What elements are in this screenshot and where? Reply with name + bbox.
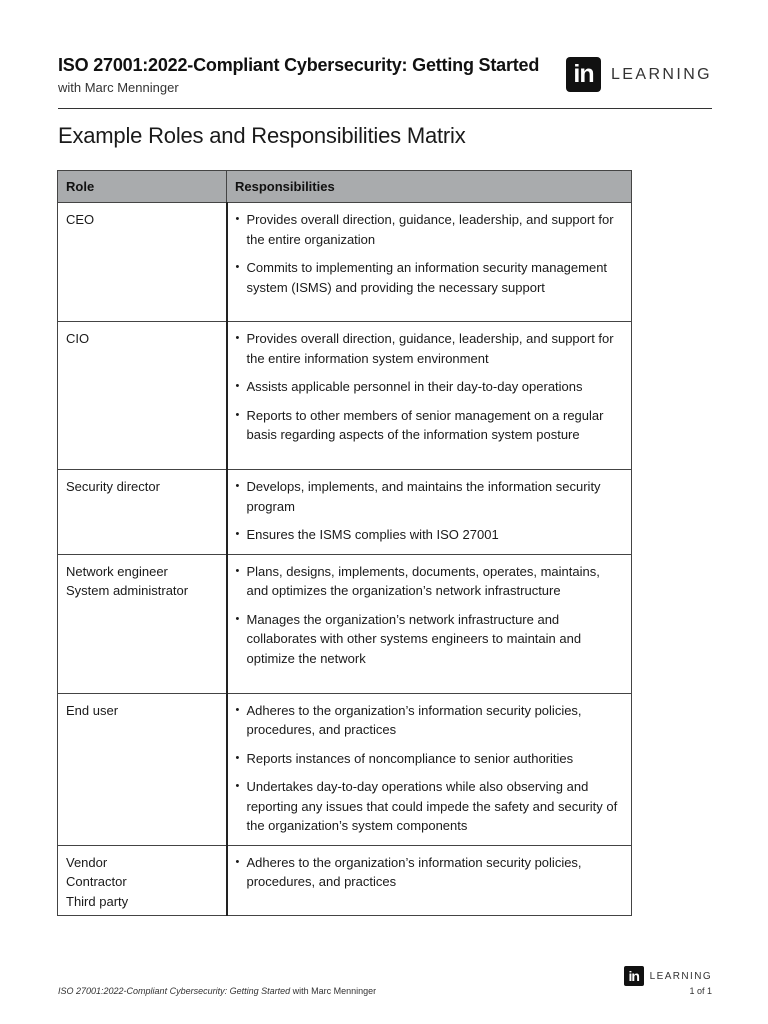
responsibilities-cell [227,470,632,555]
responsibilities-cell [227,203,632,322]
table-row [58,845,632,915]
linkedin-icon: in [566,57,601,92]
role-name: Third party [66,893,129,909]
responsibilities-cell [227,322,632,470]
table-header-row [58,171,632,203]
role-name: System administrator [66,583,189,598]
responsibility-item: • Assists applicable personnel in their day-to-day operations [236,377,624,397]
roles-responsibilities-table [57,170,632,916]
table-row [58,470,632,555]
responsibility-item: • Commits to implementing an information security management system (ISMS) and providing the necessary support [236,258,624,297]
role-name: End user [66,702,119,718]
footer-course-title: ISO 27001:2022-Compliant Cybersecurity: Getting Started [58,986,291,996]
role-cell [58,470,227,555]
role-name: CEO [66,212,95,227]
document-header [58,55,712,109]
table-row [58,322,632,470]
role-cell [58,693,227,845]
footer-logo-text: LEARNING [649,970,712,982]
responsibility-item: • Reports to other members of senior management on a regular basis regarding aspects of the information system posture [236,406,624,445]
responsibilities-cell [227,693,632,845]
role-cell [58,845,227,915]
column-header-responsibilities: Responsibilities [227,171,632,203]
logo-text: LEARNING [611,65,712,83]
responsibility-item: • Undertakes day-to-day operations while also observing and reporting any issues that could impede the safety and security of the organization’s system components [236,777,624,836]
responsibility-item: • Adheres to the organization’s information security policies, procedures, and practices [236,853,624,892]
responsibility-item: • Provides overall direction, guidance, leadership, and support for the entire organization [236,210,624,249]
page-number: 1 of 1 [689,986,712,996]
role-name: Vendor [66,854,108,870]
responsibility-item: • Adheres to the organization’s information security policies, procedures, and practices [236,701,624,740]
table-row [58,203,632,322]
page-title: Example Roles and Responsibilities Matrix [58,123,466,148]
role-name: Contractor [66,874,127,889]
responsibility-item: • Ensures the ISMS complies with ISO 27001 [236,525,624,545]
role-name: Network engineer [66,563,168,579]
responsibility-item: • Provides overall direction, guidance, leadership, and support for the entire information system environment [236,329,624,368]
table-row [58,554,632,693]
course-author: with Marc Menninger [58,80,179,95]
footer-course-author: with Marc Menninger [290,986,377,996]
responsibilities-cell [227,554,632,693]
role-name: Security director [66,479,160,494]
linkedin-learning-logo [566,57,712,92]
role-name: CIO [66,331,90,346]
responsibility-item: • Develops, implements, and maintains the information security program [236,477,624,516]
role-cell [58,554,227,693]
table-row [58,693,632,845]
responsibility-item: • Manages the organization’s network infrastructure and collaborates with other systems engineers to maintain and optimize the network [236,610,624,669]
column-header-role: Role [58,171,227,203]
role-cell [58,203,227,322]
role-cell [58,322,227,470]
footer-linkedin-learning-logo [624,966,712,986]
responsibility-item: • Plans, designs, implements, documents, operates, maintains, and optimizes the organization’s network infrastructure [236,562,624,601]
course-title: ISO 27001:2022-Compliant Cybersecurity: Getting Started [58,55,540,75]
footer-course-line [58,986,376,996]
responsibility-item: • Reports instances of noncompliance to senior authorities [236,749,624,769]
linkedin-icon: in [624,966,644,986]
responsibilities-cell [227,845,632,915]
